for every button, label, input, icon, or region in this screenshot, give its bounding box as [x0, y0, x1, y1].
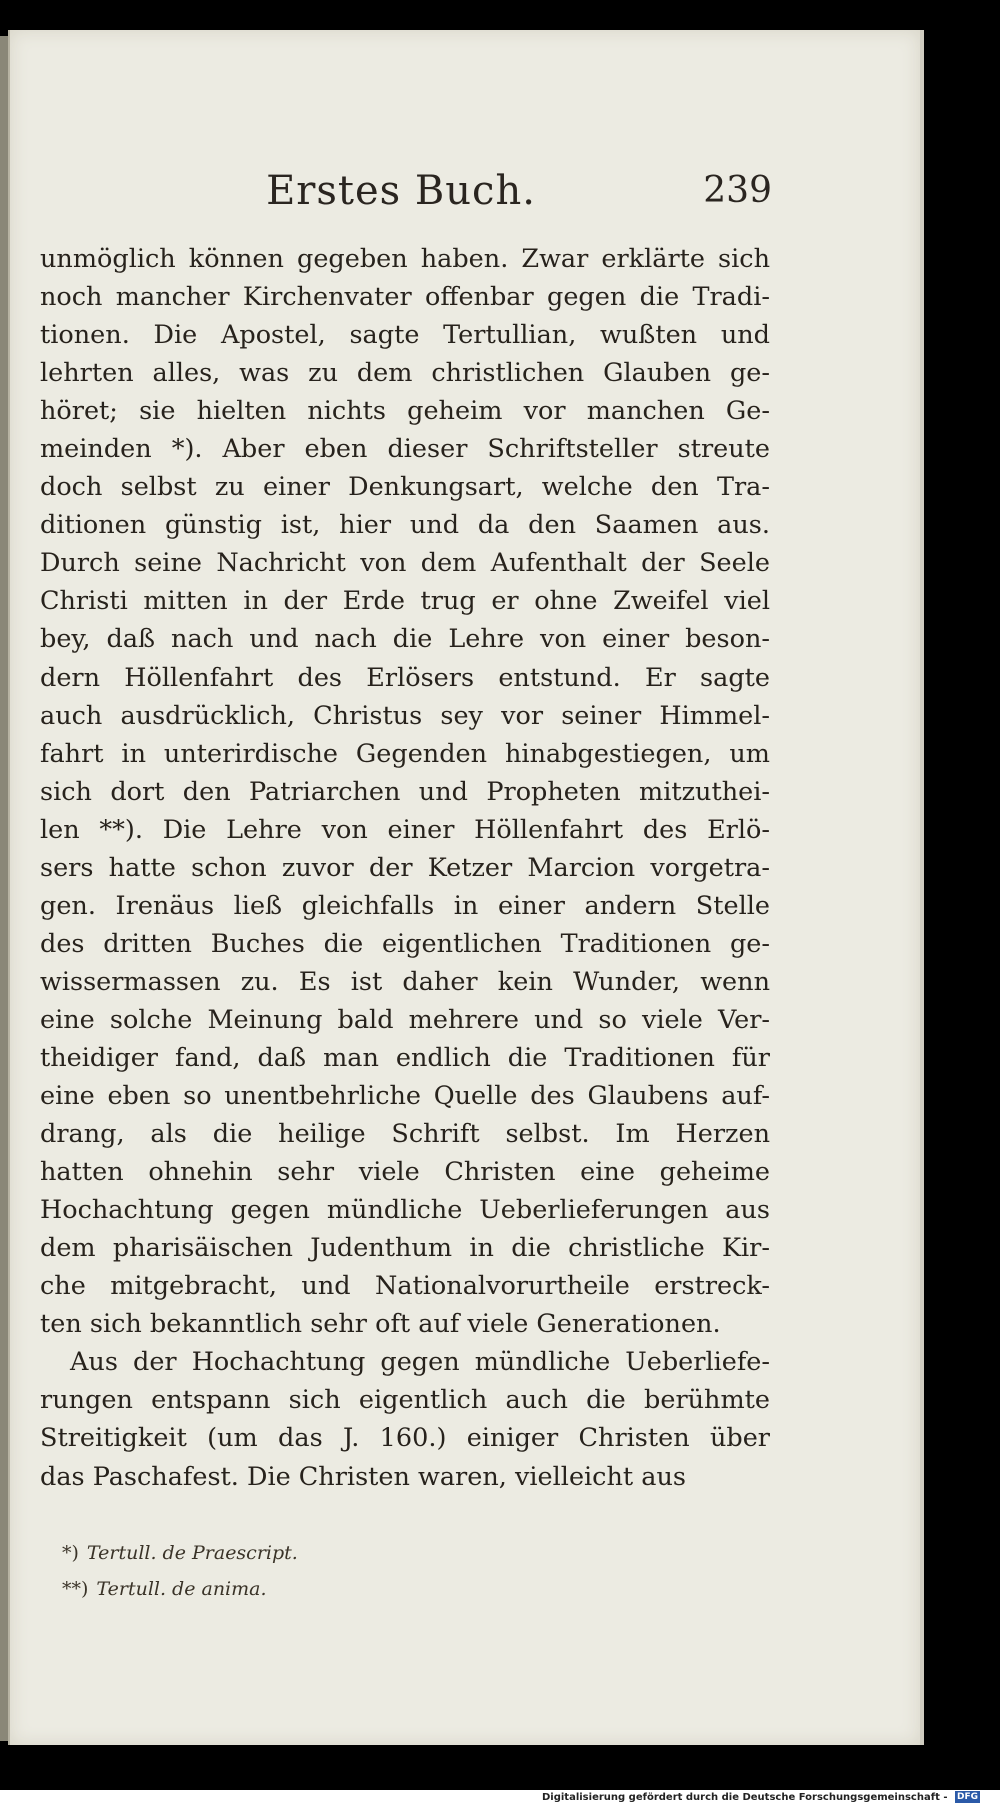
- text-line: Christi mitten in der Erde trug er ohne Zweifel viel: [40, 586, 770, 617]
- text-line: unmöglich können gegeben haben. Zwar erklärte sich: [40, 244, 770, 274]
- text-line: ditionen günstig ist, hier und da den Saamen aus.: [40, 510, 770, 541]
- page-number: 239: [703, 170, 772, 211]
- text-line: meinden *). Aber eben dieser Schriftsteller streute: [40, 434, 770, 465]
- book-page: [8, 30, 924, 1745]
- text-line: lehrten alles, was zu dem christlichen Glauben ge-: [40, 358, 770, 389]
- page-header: [30, 168, 772, 226]
- text-line: Hochachtung gegen mündliche Ueberlieferungen aus: [40, 1195, 770, 1226]
- text-line: Aus der Hochachtung gegen mündliche Ueberliefe-: [70, 1347, 770, 1378]
- footnotes: [62, 1535, 298, 1607]
- text-line: gen. Irenäus ließ gleichfalls in einer andern Stelle: [40, 890, 770, 921]
- text-line: dem pharisäischen Judenthum in die christliche Kir-: [40, 1233, 770, 1264]
- text-line: che mitgebracht, und Nationalvorurtheile erstreck-: [40, 1271, 770, 1302]
- text-line: auch ausdrücklich, Christus sey vor seiner Himmel-: [40, 700, 770, 731]
- text-line: das Paschafest. Die Christen waren, vielleicht aus: [40, 1461, 686, 1492]
- footnote-text: Tertull. de Praescript.: [86, 1542, 298, 1564]
- running-head: Erstes Buch.: [266, 168, 536, 214]
- footer-bar: [0, 1790, 1000, 1806]
- footnote: [62, 1571, 298, 1607]
- text-line: fahrt in unterirdische Gegenden hinabgestiegen, um: [40, 738, 770, 769]
- text-line: höret; sie hielten nichts geheim vor manchen Ge-: [40, 396, 770, 427]
- text-line: drang, als die heilige Schrift selbst. Im Herzen: [40, 1119, 770, 1150]
- text-line: noch mancher Kirchenvater offenbar gegen die Tradi-: [40, 282, 770, 313]
- text-line: wissermassen zu. Es ist daher kein Wunder, wenn: [40, 966, 770, 997]
- footer-credit-text: Digitalisierung gefördert durch die Deutsche Forschungsgemeinschaft -: [541, 1792, 948, 1803]
- footer-credit: [542, 1790, 980, 1806]
- text-line: Streitigkeit (um das J. 160.) einiger Christen über: [40, 1423, 770, 1454]
- text-line: Durch seine Nachricht von dem Aufenthalt der Seele: [40, 548, 770, 579]
- text-line: rungen entspann sich eigentlich auch die berühmte: [40, 1385, 770, 1416]
- text-line: sers hatte schon zuvor der Ketzer Marcion vorgetra-: [40, 852, 770, 883]
- text-line: tionen. Die Apostel, sagte Tertullian, wußten und: [40, 320, 770, 351]
- footnote-mark: *): [62, 1542, 79, 1564]
- text-line: theidiger fand, daß man endlich die Traditionen für: [40, 1042, 770, 1073]
- footnote-text: Tertull. de anima.: [96, 1578, 267, 1600]
- footnote-mark: **): [62, 1578, 89, 1600]
- text-line: sich dort den Patriarchen und Propheten mitzuthei-: [40, 776, 770, 807]
- text-line: des dritten Buches die eigentlichen Traditionen ge-: [40, 928, 770, 959]
- text-line: eine solche Meinung bald mehrere und so viele Ver-: [40, 1004, 770, 1035]
- footnote: [62, 1535, 298, 1571]
- dfg-logo: DFG: [956, 1792, 978, 1802]
- text-line: len **). Die Lehre von einer Höllenfahrt des Erlö-: [40, 814, 770, 845]
- text-line: dern Höllenfahrt des Erlösers entstund. Er sagte: [40, 662, 770, 693]
- text-line: doch selbst zu einer Denkungsart, welche den Tra-: [40, 472, 770, 503]
- text-line: ten sich bekanntlich sehr oft auf viele Generationen.: [40, 1309, 721, 1340]
- text-line: hatten ohnehin sehr viele Christen eine geheime: [40, 1157, 770, 1188]
- text-line: eine eben so unentbehrliche Quelle des Glaubens auf-: [40, 1081, 770, 1112]
- body-text: [40, 240, 770, 1496]
- text-line: bey, daß nach und nach die Lehre von einer beson-: [40, 624, 770, 655]
